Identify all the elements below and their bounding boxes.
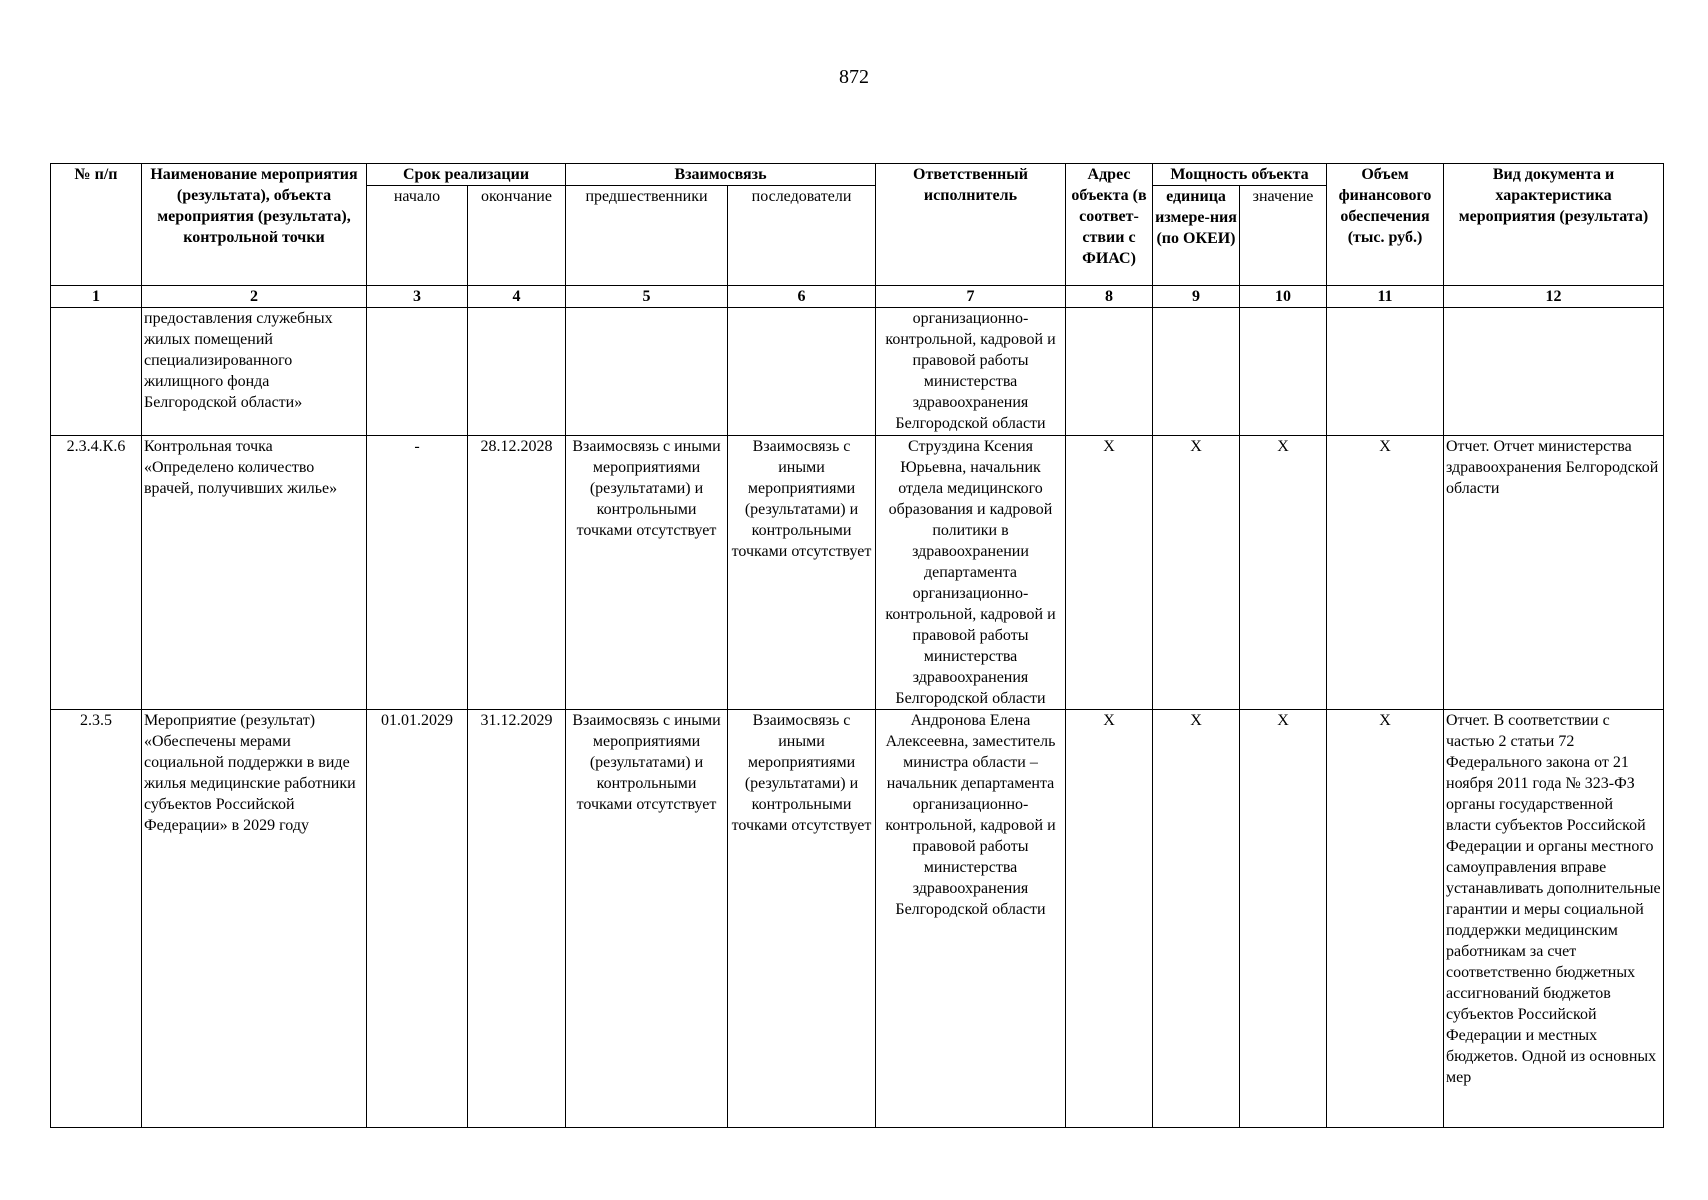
header-capacity: Мощность объекта bbox=[1153, 164, 1327, 186]
row-start: 01.01.2029 bbox=[367, 710, 468, 1128]
row-successors bbox=[728, 308, 876, 436]
table-row bbox=[51, 308, 1664, 436]
row-successors: Взаимосвязь с иными мероприятиями (результатами) и контрольными точками отсутствует bbox=[728, 436, 876, 710]
header-funding: Объем финансового обеспечения (тыс. руб.) bbox=[1327, 164, 1444, 286]
row-num bbox=[51, 308, 142, 436]
column-number: 12 bbox=[1444, 286, 1664, 308]
row-num: 2.3.4.К.6 bbox=[51, 436, 142, 710]
row-value bbox=[1240, 308, 1327, 436]
row-responsible: Андронова Елена Алексеевна, заместитель министра области – начальник департамента организационно-контрольной, кадровой и правовой работы министерства здравоохранения Белгородской области bbox=[876, 710, 1066, 1128]
column-number: 9 bbox=[1153, 286, 1240, 308]
row-funding: Х bbox=[1327, 710, 1444, 1128]
row-value: Х bbox=[1240, 436, 1327, 710]
header-period: Срок реализации bbox=[367, 164, 566, 186]
header-num: № п/п bbox=[51, 164, 142, 286]
header-successors: последователи bbox=[728, 186, 876, 286]
row-funding: Х bbox=[1327, 436, 1444, 710]
row-start: - bbox=[367, 436, 468, 710]
header-responsible: Ответственный исполнитель bbox=[876, 164, 1066, 286]
column-number: 3 bbox=[367, 286, 468, 308]
header-row-1 bbox=[51, 164, 1664, 186]
header-unit: единица измере-ния (по ОКЕИ) bbox=[1153, 186, 1240, 286]
row-name: предоставления служебных жилых помещений специализированного жилищного фонда Белгородской области» bbox=[142, 308, 367, 436]
row-unit: Х bbox=[1153, 436, 1240, 710]
row-unit: Х bbox=[1153, 710, 1240, 1128]
row-predecessors: Взаимосвязь с иными мероприятиями (результатами) и контрольными точками отсутствует bbox=[566, 710, 728, 1128]
row-predecessors bbox=[566, 308, 728, 436]
column-number: 10 bbox=[1240, 286, 1327, 308]
row-address bbox=[1066, 308, 1153, 436]
header-link: Взаимосвязь bbox=[566, 164, 876, 186]
row-name: Контрольная точка «Определено количество врачей, получивших жилье» bbox=[142, 436, 367, 710]
row-doc: Отчет. В соответствии с частью 2 статьи 72 Федерального закона от 21 ноября 2011 года № 323-ФЗ органы государственной власти субъектов Российской Федерации и органы местного самоуправления вправе устанавливать дополнительные гарантии и меры социальной поддержки медицинским работникам за счет соответственно бюджетных ассигнований бюджетов субъектов Российской Федерации и местных бюджетов. Одной из основных мер bbox=[1444, 710, 1664, 1128]
row-address: Х bbox=[1066, 436, 1153, 710]
row-end bbox=[468, 308, 566, 436]
row-doc: Отчет. Отчет министерства здравоохранения Белгородской области bbox=[1444, 436, 1664, 710]
header-address: Адрес объекта (в соответ-ствии с ФИАС) bbox=[1066, 164, 1153, 286]
row-unit bbox=[1153, 308, 1240, 436]
column-number: 1 bbox=[51, 286, 142, 308]
row-successors: Взаимосвязь с иными мероприятиями (результатами) и контрольными точками отсутствует bbox=[728, 710, 876, 1128]
row-responsible: Струздина Ксения Юрьевна, начальник отдела медицинского образования и кадровой политики в здравоохранении департамента организационно-контрольной, кадровой и правовой работы министерства здравоохранения Белгородской области bbox=[876, 436, 1066, 710]
header-value: значение bbox=[1240, 186, 1327, 286]
header-doc: Вид документа и характеристика мероприятия (результата) bbox=[1444, 164, 1664, 286]
header-predecessors: предшественники bbox=[566, 186, 728, 286]
column-number: 8 bbox=[1066, 286, 1153, 308]
row-end: 28.12.2028 bbox=[468, 436, 566, 710]
page-number: 872 bbox=[839, 66, 869, 88]
column-number: 5 bbox=[566, 286, 728, 308]
row-funding bbox=[1327, 308, 1444, 436]
row-num: 2.3.5 bbox=[51, 710, 142, 1128]
column-number: 2 bbox=[142, 286, 367, 308]
row-predecessors: Взаимосвязь с иными мероприятиями (результатами) и контрольными точками отсутствует bbox=[566, 436, 728, 710]
row-end: 31.12.2029 bbox=[468, 710, 566, 1128]
table-row bbox=[51, 436, 1664, 710]
measures-table bbox=[50, 163, 1664, 1128]
column-number: 6 bbox=[728, 286, 876, 308]
header-end: окончание bbox=[468, 186, 566, 286]
column-numbers-row bbox=[51, 286, 1664, 308]
row-doc bbox=[1444, 308, 1664, 436]
column-number: 7 bbox=[876, 286, 1066, 308]
row-name: Мероприятие (результат) «Обеспечены мерами социальной поддержки в виде жилья медицинские работники субъектов Российской Федерации» в 2029 году bbox=[142, 710, 367, 1128]
row-value: Х bbox=[1240, 710, 1327, 1128]
row-responsible: организационно-контрольной, кадровой и правовой работы министерства здравоохранения Белгородской области bbox=[876, 308, 1066, 436]
column-number: 11 bbox=[1327, 286, 1444, 308]
row-start bbox=[367, 308, 468, 436]
column-number: 4 bbox=[468, 286, 566, 308]
row-address: Х bbox=[1066, 710, 1153, 1128]
table-row bbox=[51, 710, 1664, 1128]
header-start: начало bbox=[367, 186, 468, 286]
header-name: Наименование мероприятия (результата), объекта мероприятия (результата), контрольной точки bbox=[142, 164, 367, 286]
